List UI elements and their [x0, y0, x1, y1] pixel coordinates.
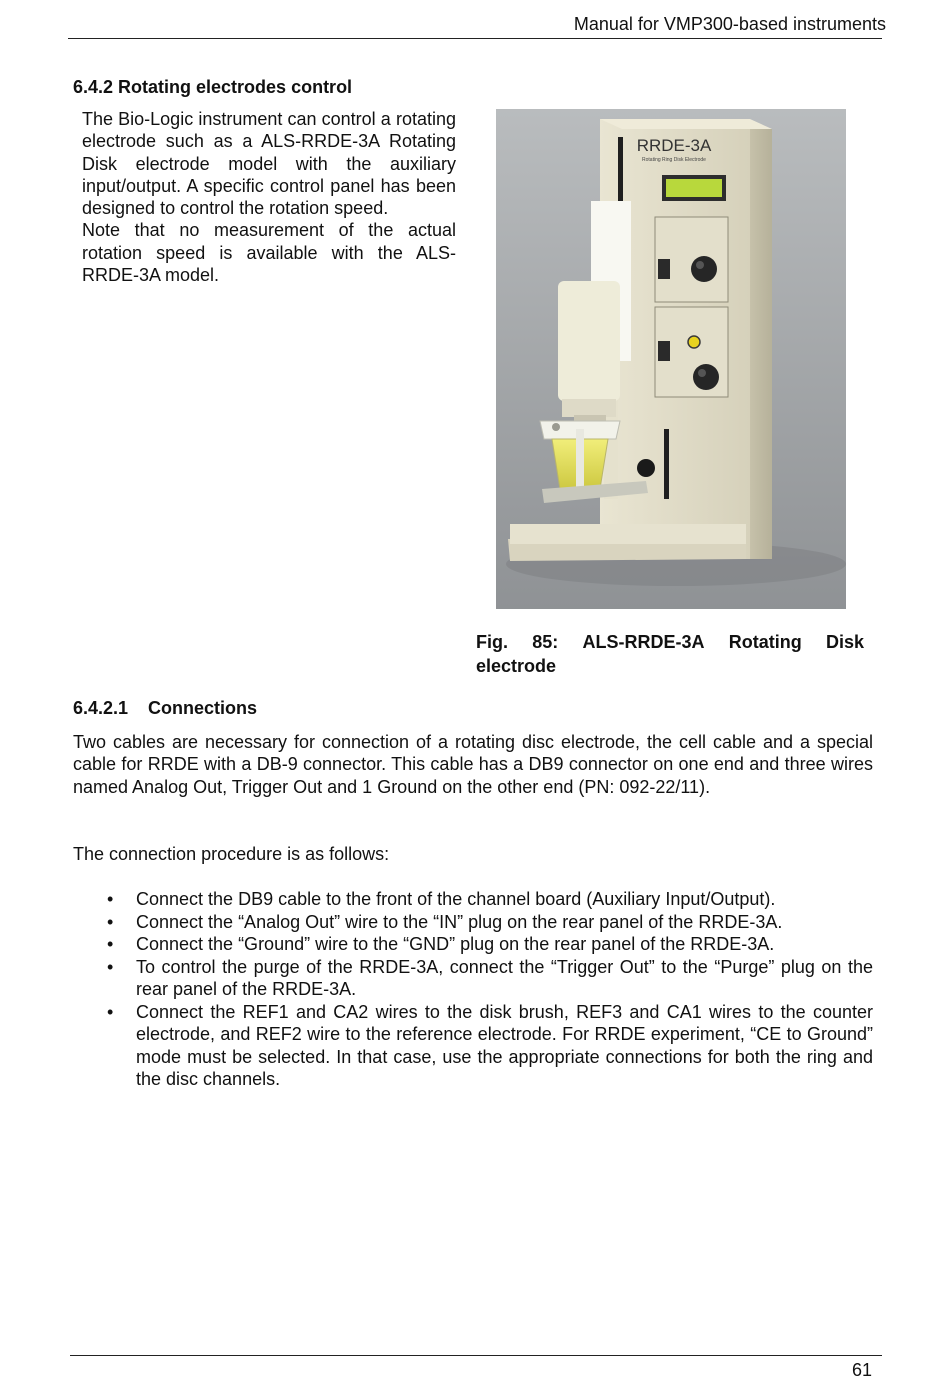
caption-word: ALS-RRDE-3A	[582, 632, 705, 652]
caption-word: Disk	[825, 632, 864, 652]
caption-line-1	[476, 630, 864, 654]
section-heading: 6.4.2 Rotating electrodes control	[73, 77, 353, 97]
header-rule	[68, 38, 882, 39]
bullet-icon: •	[107, 934, 114, 954]
procedure-intro: The connection procedure is as follows:	[73, 844, 390, 864]
list-item: • To control the purge of the RRDE-3A, connect the “Trigger Out” to the “Purge” plug on the rear panel of the RRDE-3A.	[107, 956, 873, 999]
intro-paragraph-1: The Bio-Logic instrument can control a rotating electrode such as a ALS-RRDE-3A Rotating Disk electrode model with the auxiliary input/output. A specific control panel has been designed to control the rotation speed.	[82, 109, 456, 219]
bullet-icon: •	[107, 956, 114, 977]
figure-caption	[476, 630, 864, 678]
bullet-icon: •	[107, 1001, 114, 1022]
device-label: RRDE-3A	[636, 136, 712, 155]
device-photo	[496, 109, 846, 609]
bullet-icon: •	[107, 889, 114, 909]
subsection-number: 6.4.2.1	[73, 698, 129, 718]
subsection-title: Connections	[148, 698, 258, 718]
device-sublabel: Rotating Ring Disk Electrode	[642, 157, 706, 163]
caption-word: Fig.	[476, 632, 508, 652]
list-item: • Connect the “Analog Out” wire to the “IN” plug on the rear panel of the RRDE-3A.	[107, 911, 783, 932]
page-number: 61	[851, 1360, 872, 1380]
bullet-icon: •	[107, 911, 114, 932]
intro-text	[82, 108, 456, 286]
caption-line-2: electrode	[476, 656, 557, 676]
list-item: • Connect the “Ground” wire to the “GND” plug on the rear panel of the RRDE-3A.	[107, 934, 775, 954]
connections-paragraph: Two cables are necessary for connection of a rotating disc electrode, the cell cable and a special cable for RRDE with a DB-9 connector. This cable has a DB9 connector on one end and three wires named Analog Out, Trigger Out and 1 Ground on the other end (PN: 092-22/11).	[73, 732, 873, 797]
caption-word: 85:	[532, 632, 559, 652]
running-header: Manual for VMP300-based instruments	[573, 14, 886, 34]
intro-paragraph-2: Note that no measurement of the actual rotation speed is available with the ALS-RRDE-3A model.	[82, 220, 456, 286]
list-item: • Connect the DB9 cable to the front of the channel board (Auxiliary Input/Output).	[107, 889, 776, 909]
subsection-heading	[73, 698, 257, 719]
list-item: • Connect the REF1 and CA2 wires to the disk brush, REF3 and CA1 wires to the counter electrode, and REF2 wire to the reference electrode. For RRDE experiment, “CE to Ground” mode must be selected. In that case, use the appropriate connections for both the ring and the disc channels.	[107, 1001, 873, 1089]
procedure-list	[73, 888, 873, 1091]
caption-word: Rotating	[728, 632, 802, 652]
footer-rule	[70, 1355, 882, 1356]
